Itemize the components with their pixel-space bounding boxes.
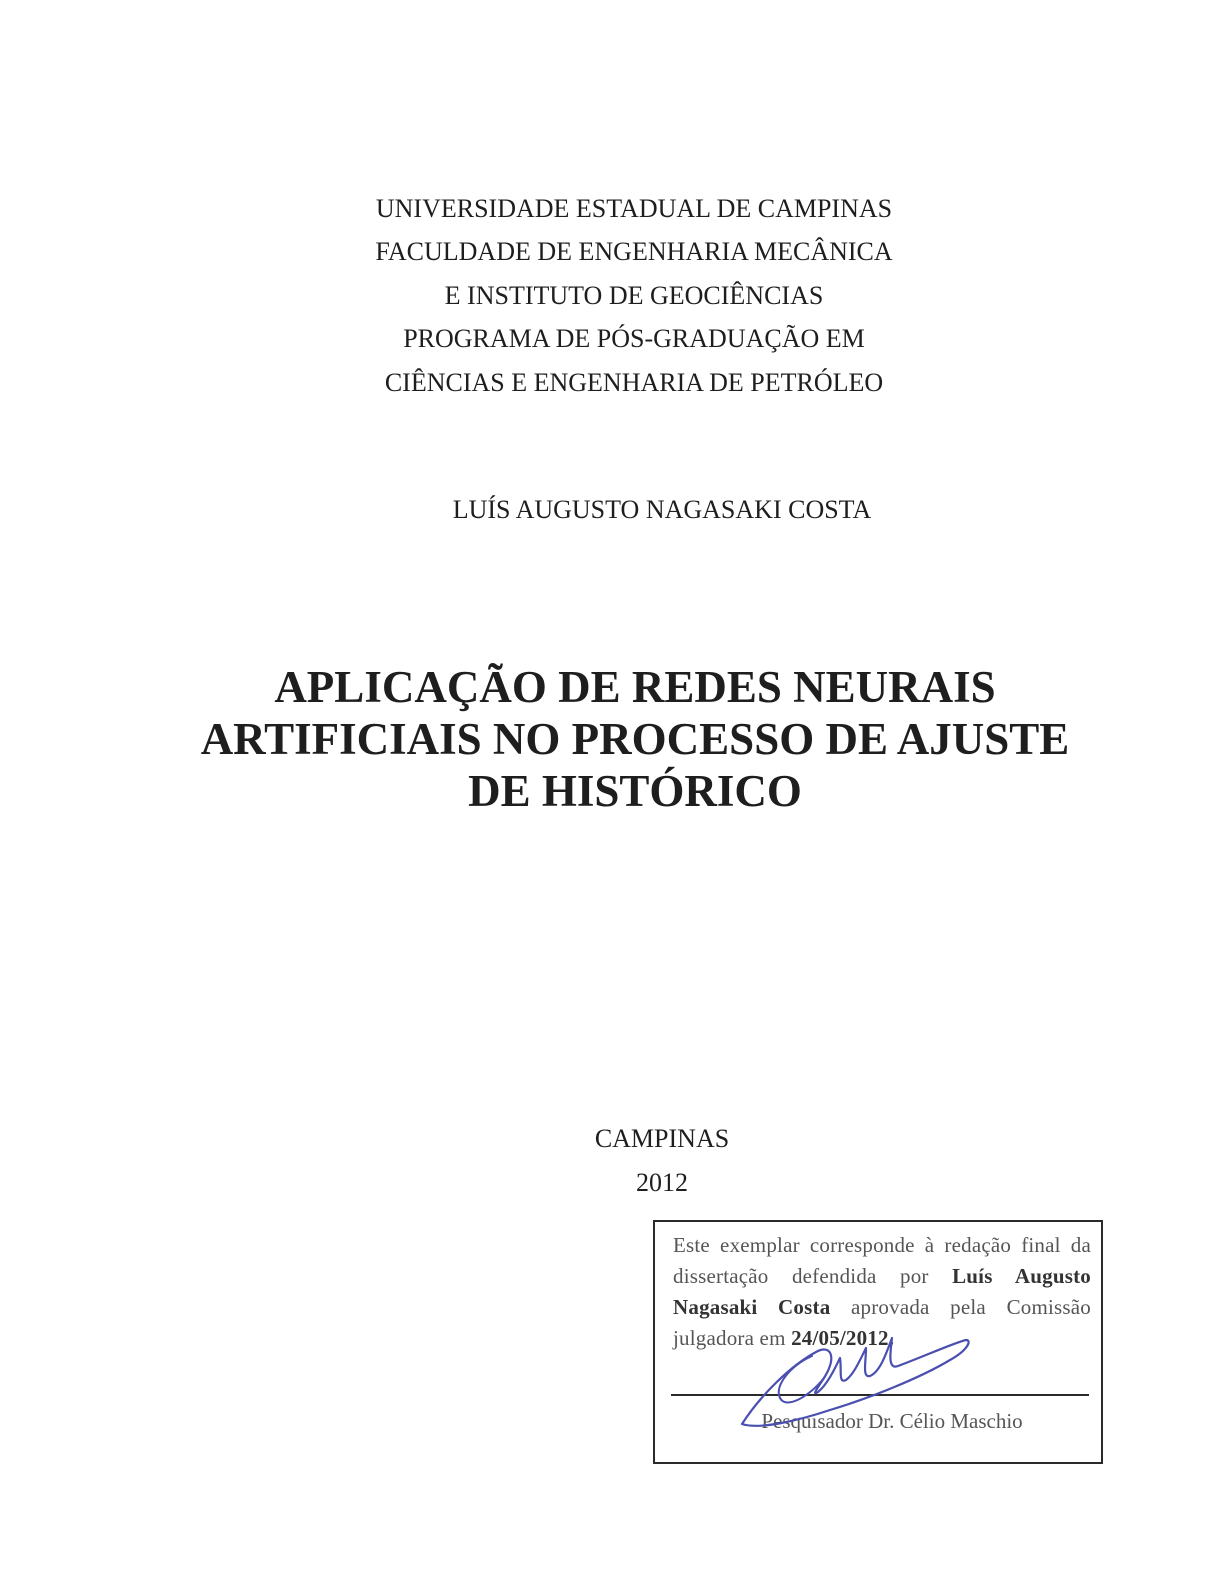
institution-line-4: PROGRAMA DE PÓS-GRADUAÇÃO EM xyxy=(403,324,865,353)
signature-line xyxy=(671,1394,1089,1396)
stamp-text xyxy=(673,1230,1091,1354)
stamp-signer: Pesquisador Dr. Célio Maschio xyxy=(761,1409,1023,1433)
stamp-candidate: Luís Augusto Nagasaki Costa xyxy=(673,1264,1091,1319)
stamp-date: 24/05/2012. xyxy=(791,1326,895,1350)
title-line-1: APLICAÇÃO DE REDES NEURAIS xyxy=(274,662,996,712)
stamp-text-1: Este exemplar corresponde à redação final da dissertação defendida por xyxy=(673,1233,1091,1288)
institution-line-5: CIÊNCIAS E ENGENHARIA DE PETRÓLEO xyxy=(384,368,884,397)
author-name: LUÍS AUGUSTO NAGASAKI COSTA xyxy=(452,495,872,524)
title-line-3: DE HISTÓRICO xyxy=(468,766,802,816)
institution-line-3: E INSTITUTO DE GEOCIÊNCIAS xyxy=(444,281,824,310)
institution-line-1: UNIVERSIDADE ESTADUAL DE CAMPINAS xyxy=(375,194,893,223)
city: CAMPINAS xyxy=(594,1124,730,1153)
title-line-2: ARTIFICIAIS NO PROCESSO DE AJUSTE xyxy=(200,714,1070,764)
institution-line-2: FACULDADE DE ENGENHARIA MECÂNICA xyxy=(375,237,893,266)
approval-stamp xyxy=(653,1220,1103,1464)
year: 2012 xyxy=(636,1168,688,1197)
stamp-text-2: aprovada pela Comissão julgadora em xyxy=(673,1295,1092,1350)
